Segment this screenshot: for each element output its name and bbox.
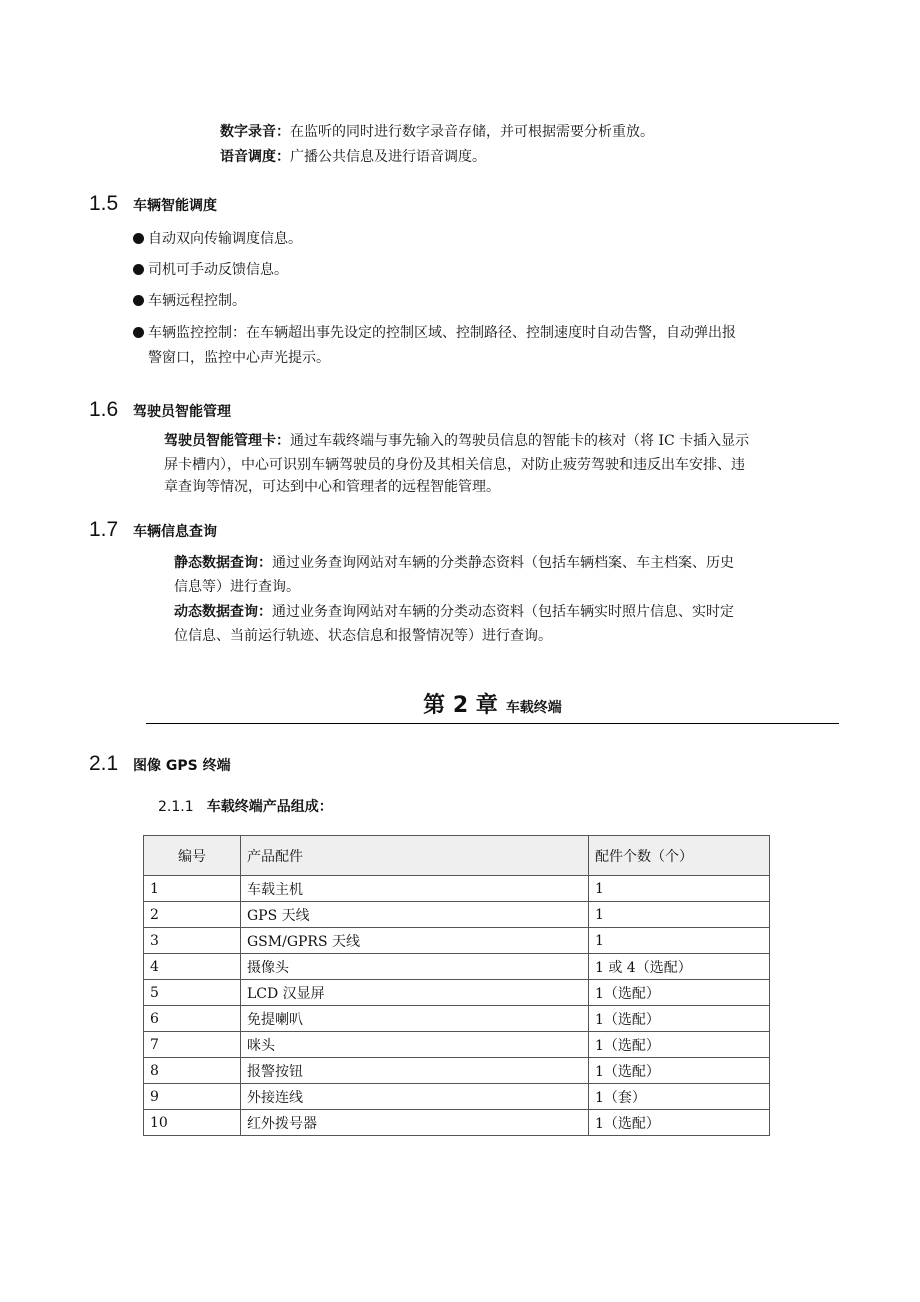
bullet-item [133,227,302,251]
cell-number: 8 [144,1058,241,1084]
cell-number: 2 [144,902,241,928]
table-row [144,954,770,980]
cell-component: GPS 天线 [241,902,589,928]
cell-number: 6 [144,1006,241,1032]
chapter-title: 车载终端 [505,700,562,716]
cell-component: 外接连线 [241,1084,589,1110]
term-label: 语音调度： [220,149,290,165]
bullet-item [133,258,288,282]
product-components-table [143,835,770,1136]
driver-card-line-1 [164,429,749,453]
section-number: 2.1 [89,752,119,775]
cell-quantity: 1（套） [589,1084,770,1110]
cell-quantity: 1（选配） [589,980,770,1006]
cell-quantity: 1 [589,876,770,902]
cell-quantity: 1（选配） [589,1058,770,1084]
header-number: 编号 [144,836,241,876]
chapter-heading [146,688,839,719]
term-text: 通过业务查询网站对车辆的分类动态资料（包括车辆实时照片信息、实时定 [272,604,734,620]
chapter-label: 第 2 章 [423,693,498,718]
cell-number: 5 [144,980,241,1006]
term-label: 静态数据查询： [174,555,272,571]
cell-component: 免提喇叭 [241,1006,589,1032]
table-row [144,1058,770,1084]
top-item-voice-dispatch [220,145,486,169]
section-title: 图像 GPS 终端 [133,758,231,774]
driver-card-line-2: 屏卡槽内），中心可识别车辆驾驶员的身份及其相关信息，对防止疲劳驾驶和违反出车安排、违 [164,457,745,473]
bullet-item [133,321,736,345]
cell-number: 3 [144,928,241,954]
section-number: 1.5 [89,192,119,215]
cell-component: GSM/GPRS 天线 [241,928,589,954]
subsection-title: 车载终端产品组成： [206,799,333,815]
cell-quantity: 1 [589,902,770,928]
header-quantity: 配件个数（个） [589,836,770,876]
cell-number: 4 [144,954,241,980]
cell-component: 红外拨号器 [241,1110,589,1136]
header-component: 产品配件 [241,836,589,876]
bullet-dot-icon [133,233,144,244]
term-label: 驾驶员智能管理卡： [164,433,290,449]
subsection-number: 2.1.1 [158,799,194,815]
cell-component: 车载主机 [241,876,589,902]
cell-number: 7 [144,1032,241,1058]
dynamic-query-line-2: 位信息、当前运行轨迹、状态信息和报警情况等）进行查询。 [174,628,552,644]
bullet-continuation: 警窗口，监控中心声光提示。 [148,350,330,366]
static-query-line-1 [174,551,734,575]
section-number: 1.6 [89,398,119,421]
bullet-text: 自动双向传输调度信息。 [148,231,302,247]
section-heading-1-5 [89,192,217,216]
bullet-text: 车辆远程控制。 [148,293,246,309]
cell-component: 摄像头 [241,954,589,980]
chapter-divider [146,723,839,724]
table-row [144,876,770,902]
section-title: 车辆信息查询 [133,524,217,540]
subsection-heading-2-1-1 [158,796,333,816]
cell-quantity: 1（选配） [589,1006,770,1032]
cell-number: 9 [144,1084,241,1110]
table-row [144,1110,770,1136]
cell-quantity: 1（选配） [589,1032,770,1058]
table-row [144,980,770,1006]
bullet-text: 车辆监控控制：在车辆超出事先设定的控制区域、控制路径、控制速度时自动告警，自动弹出报 [148,325,736,341]
table-row [144,902,770,928]
cell-component: 报警按钮 [241,1058,589,1084]
top-item-digital-recording [220,120,654,144]
cell-number: 1 [144,876,241,902]
term-text: 广播公共信息及进行语音调度。 [290,149,486,165]
bullet-dot-icon [133,264,144,275]
section-title: 车辆智能调度 [133,198,217,214]
table-row [144,1084,770,1110]
term-text: 通过车载终端与事先输入的驾驶员信息的智能卡的核对（将 IC 卡插入显示 [290,433,750,449]
section-title: 驾驶员智能管理 [133,404,231,420]
cell-component: 咪头 [241,1032,589,1058]
cell-component: LCD 汉显屏 [241,980,589,1006]
table-header-row [144,836,770,876]
term-label: 数字录音： [220,124,290,140]
driver-card-line-3: 章查询等情况，可达到中心和管理者的远程智能管理。 [164,479,500,495]
bullet-item [133,289,246,313]
term-text: 在监听的同时进行数字录音存储，并可根据需要分析重放。 [290,124,654,140]
table-row [144,1006,770,1032]
table-row [144,928,770,954]
table-row [144,1032,770,1058]
section-heading-2-1 [89,752,231,776]
term-text: 通过业务查询网站对车辆的分类静态资料（包括车辆档案、车主档案、历史 [272,555,734,571]
static-query-line-2: 信息等）进行查询。 [174,579,300,595]
bullet-dot-icon [133,295,144,306]
bullet-text: 司机可手动反馈信息。 [148,262,288,278]
section-heading-1-7 [89,518,217,542]
bullet-dot-icon [133,327,144,338]
section-number: 1.7 [89,518,119,541]
section-heading-1-6 [89,398,231,422]
dynamic-query-line-1 [174,600,734,624]
cell-quantity: 1 [589,928,770,954]
cell-quantity: 1 或 4（选配） [589,954,770,980]
cell-number: 10 [144,1110,241,1136]
cell-quantity: 1（选配） [589,1110,770,1136]
term-label: 动态数据查询： [174,604,272,620]
